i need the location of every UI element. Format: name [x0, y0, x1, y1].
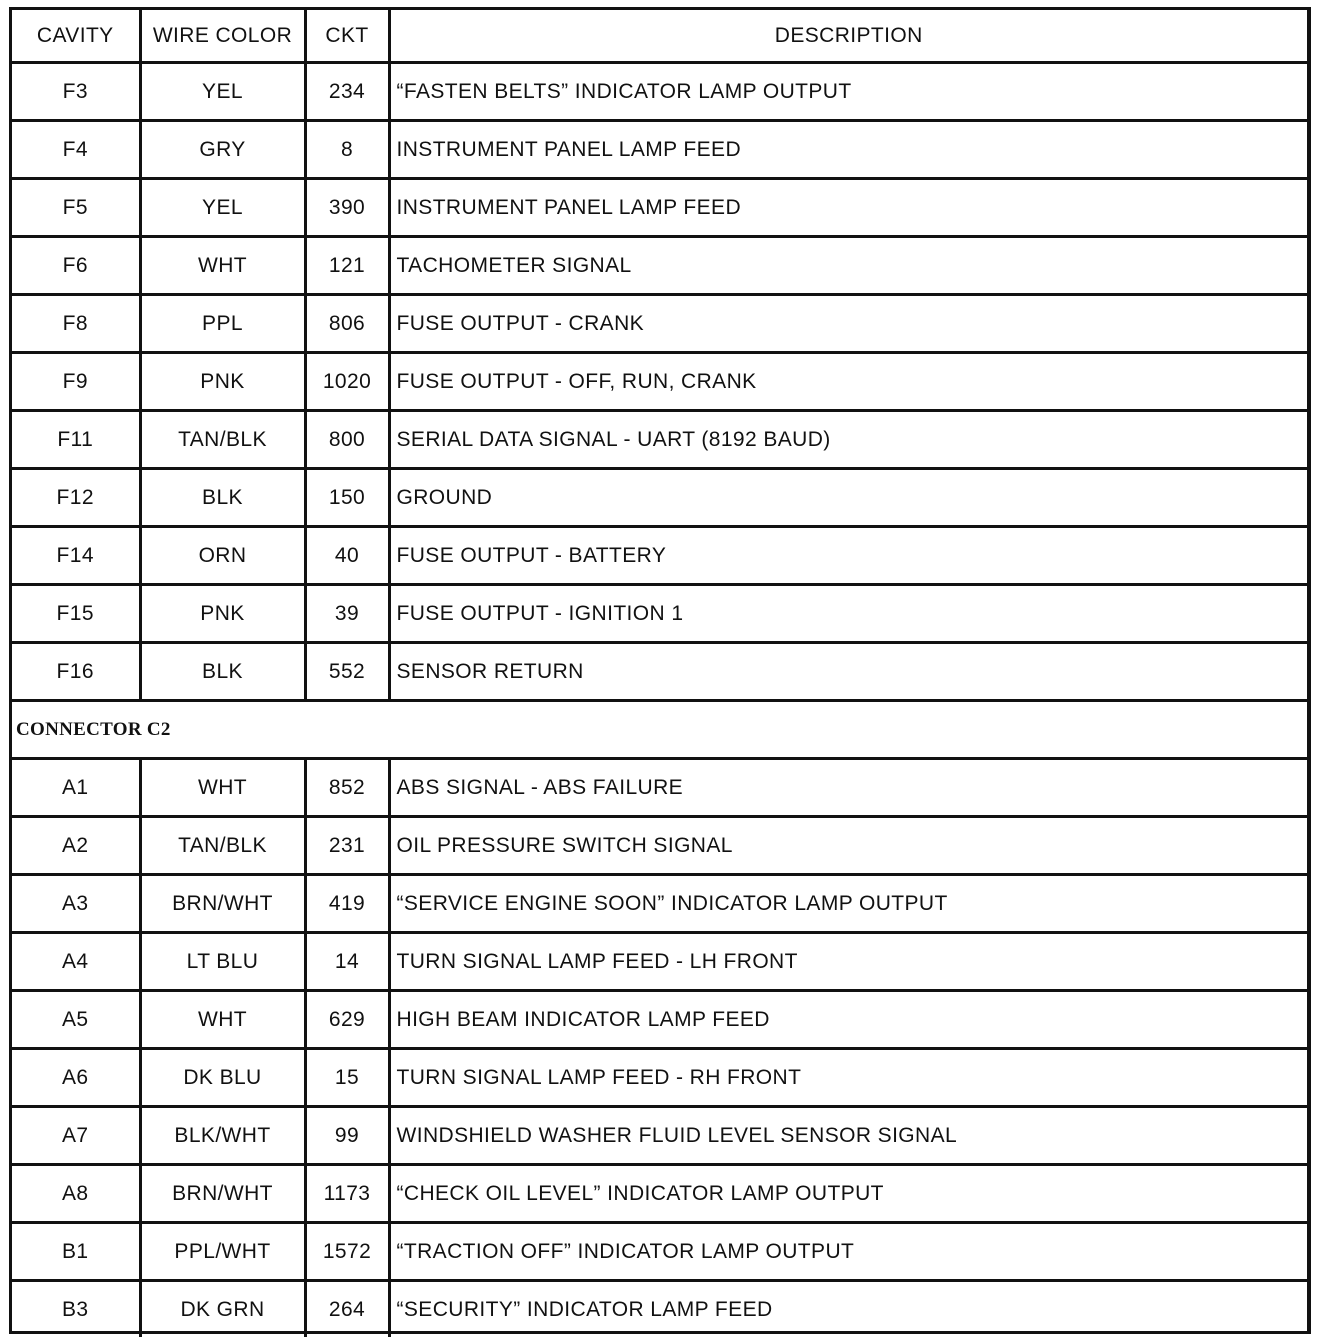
- ckt-cell: 15: [305, 1049, 389, 1107]
- cavity-cell: F12: [12, 469, 140, 527]
- connector-c2-heading: CONNECTOR C2: [12, 701, 1307, 759]
- table-row: [12, 585, 1307, 643]
- ckt-cell: 1020: [305, 353, 389, 411]
- table-row: [12, 759, 1307, 817]
- wire-color-cell: BRN/WHT: [140, 1165, 305, 1223]
- ckt-cell: 552: [305, 643, 389, 701]
- cavity-cell: F15: [12, 585, 140, 643]
- ckt-cell: 40: [305, 527, 389, 585]
- description-cell: FUSE OUTPUT - CRANK: [389, 295, 1307, 353]
- table-row: [12, 295, 1307, 353]
- cavity-cell: A3: [12, 875, 140, 933]
- ckt-cell: 8: [305, 121, 389, 179]
- wire-color-cell: BRN/WHT: [140, 875, 305, 933]
- wire-color-cell: YEL: [140, 63, 305, 121]
- description-cell: HIGH BEAM INDICATOR LAMP FEED: [389, 991, 1307, 1049]
- header-description: DESCRIPTION: [389, 10, 1307, 63]
- ckt-cell: 150: [305, 469, 389, 527]
- ckt-cell: 629: [305, 991, 389, 1049]
- ckt-cell: 852: [305, 759, 389, 817]
- table-row: [12, 1165, 1307, 1223]
- description-cell: TURN SIGNAL LAMP FEED - RH FRONT: [389, 1049, 1307, 1107]
- ckt-cell: 14: [305, 933, 389, 991]
- ckt-cell: 419: [305, 875, 389, 933]
- ckt-cell: 264: [305, 1281, 389, 1338]
- cavity-cell: F6: [12, 237, 140, 295]
- cavity-cell: F11: [12, 411, 140, 469]
- table-row: [12, 411, 1307, 469]
- wire-color-cell: PPL: [140, 295, 305, 353]
- cavity-cell: A5: [12, 991, 140, 1049]
- wire-color-cell: ORN: [140, 527, 305, 585]
- table-row: [12, 469, 1307, 527]
- description-cell: “FASTEN BELTS” INDICATOR LAMP OUTPUT: [389, 63, 1307, 121]
- wire-color-cell: TAN/BLK: [140, 411, 305, 469]
- wire-color-cell: WHT: [140, 759, 305, 817]
- wire-color-cell: BLK: [140, 643, 305, 701]
- cavity-cell: F14: [12, 527, 140, 585]
- cavity-cell: F4: [12, 121, 140, 179]
- description-cell: TURN SIGNAL LAMP FEED - LH FRONT: [389, 933, 1307, 991]
- cavity-cell: A6: [12, 1049, 140, 1107]
- cavity-cell: A1: [12, 759, 140, 817]
- table-row: [12, 1049, 1307, 1107]
- description-cell: SERIAL DATA SIGNAL - UART (8192 BAUD): [389, 411, 1307, 469]
- table-row: [12, 527, 1307, 585]
- ckt-cell: 99: [305, 1107, 389, 1165]
- table-row: [12, 933, 1307, 991]
- ckt-cell: 234: [305, 63, 389, 121]
- table-row: [12, 179, 1307, 237]
- ckt-cell: 806: [305, 295, 389, 353]
- table-row: [12, 1107, 1307, 1165]
- table-row: [12, 991, 1307, 1049]
- wire-color-cell: WHT: [140, 237, 305, 295]
- cavity-cell: A7: [12, 1107, 140, 1165]
- wire-color-cell: GRY: [140, 121, 305, 179]
- wire-color-cell: PNK: [140, 353, 305, 411]
- cavity-cell: B3: [12, 1281, 140, 1338]
- section-heading-row: [12, 701, 1307, 759]
- wire-color-cell: PPL/WHT: [140, 1223, 305, 1281]
- description-cell: FUSE OUTPUT - IGNITION 1: [389, 585, 1307, 643]
- description-cell: SENSOR RETURN: [389, 643, 1307, 701]
- ckt-cell: 39: [305, 585, 389, 643]
- header-wire-color: WIRE COLOR: [140, 10, 305, 63]
- wire-color-cell: PNK: [140, 585, 305, 643]
- description-cell: OIL PRESSURE SWITCH SIGNAL: [389, 817, 1307, 875]
- cavity-cell: A4: [12, 933, 140, 991]
- description-cell: FUSE OUTPUT - BATTERY: [389, 527, 1307, 585]
- wire-color-cell: LT BLU: [140, 933, 305, 991]
- description-cell: GROUND: [389, 469, 1307, 527]
- ckt-cell: 390: [305, 179, 389, 237]
- table-row: [12, 643, 1307, 701]
- wire-color-cell: DK GRN: [140, 1281, 305, 1338]
- description-cell: “SERVICE ENGINE SOON” INDICATOR LAMP OUTPUT: [389, 875, 1307, 933]
- description-cell: WINDSHIELD WASHER FLUID LEVEL SENSOR SIGNAL: [389, 1107, 1307, 1165]
- description-cell: TACHOMETER SIGNAL: [389, 237, 1307, 295]
- ckt-cell: 231: [305, 817, 389, 875]
- description-cell: “TRACTION OFF” INDICATOR LAMP OUTPUT: [389, 1223, 1307, 1281]
- ckt-cell: 1572: [305, 1223, 389, 1281]
- table-row: [12, 63, 1307, 121]
- table-row: [12, 353, 1307, 411]
- table-row: [12, 1223, 1307, 1281]
- cavity-cell: F8: [12, 295, 140, 353]
- wire-color-cell: TAN/BLK: [140, 817, 305, 875]
- cavity-cell: A8: [12, 1165, 140, 1223]
- header-cavity: CAVITY: [36, 23, 114, 47]
- description-cell: “CHECK OIL LEVEL” INDICATOR LAMP OUTPUT: [389, 1165, 1307, 1223]
- cavity-cell: F16: [12, 643, 140, 701]
- description-cell: “SECURITY” INDICATOR LAMP FEED: [389, 1281, 1307, 1338]
- cavity-cell: F5: [12, 179, 140, 237]
- wire-color-cell: BLK: [140, 469, 305, 527]
- description-cell: INSTRUMENT PANEL LAMP FEED: [389, 121, 1307, 179]
- ckt-cell: 121: [305, 237, 389, 295]
- table-row: [12, 875, 1307, 933]
- ckt-cell: 1173: [305, 1165, 389, 1223]
- ckt-cell: 800: [305, 411, 389, 469]
- table-row: [12, 1281, 1307, 1338]
- connector-pinout-sheet: [9, 7, 1311, 1334]
- connector-pinout-table: [12, 10, 1307, 1337]
- wire-color-cell: DK BLU: [140, 1049, 305, 1107]
- cavity-cell: F9: [12, 353, 140, 411]
- description-cell: INSTRUMENT PANEL LAMP FEED: [389, 179, 1307, 237]
- cavity-cell: F3: [12, 63, 140, 121]
- wire-color-cell: WHT: [140, 991, 305, 1049]
- table-row: [12, 121, 1307, 179]
- cavity-cell: A2: [12, 817, 140, 875]
- wire-color-cell: YEL: [140, 179, 305, 237]
- description-cell: ABS SIGNAL - ABS FAILURE: [389, 759, 1307, 817]
- description-cell: FUSE OUTPUT - OFF, RUN, CRANK: [389, 353, 1307, 411]
- wire-color-cell: BLK/WHT: [140, 1107, 305, 1165]
- header-row: [12, 10, 1307, 63]
- header-ckt: CKT: [305, 10, 389, 63]
- table-row: [12, 237, 1307, 295]
- cavity-cell: B1: [12, 1223, 140, 1281]
- table-row: [12, 817, 1307, 875]
